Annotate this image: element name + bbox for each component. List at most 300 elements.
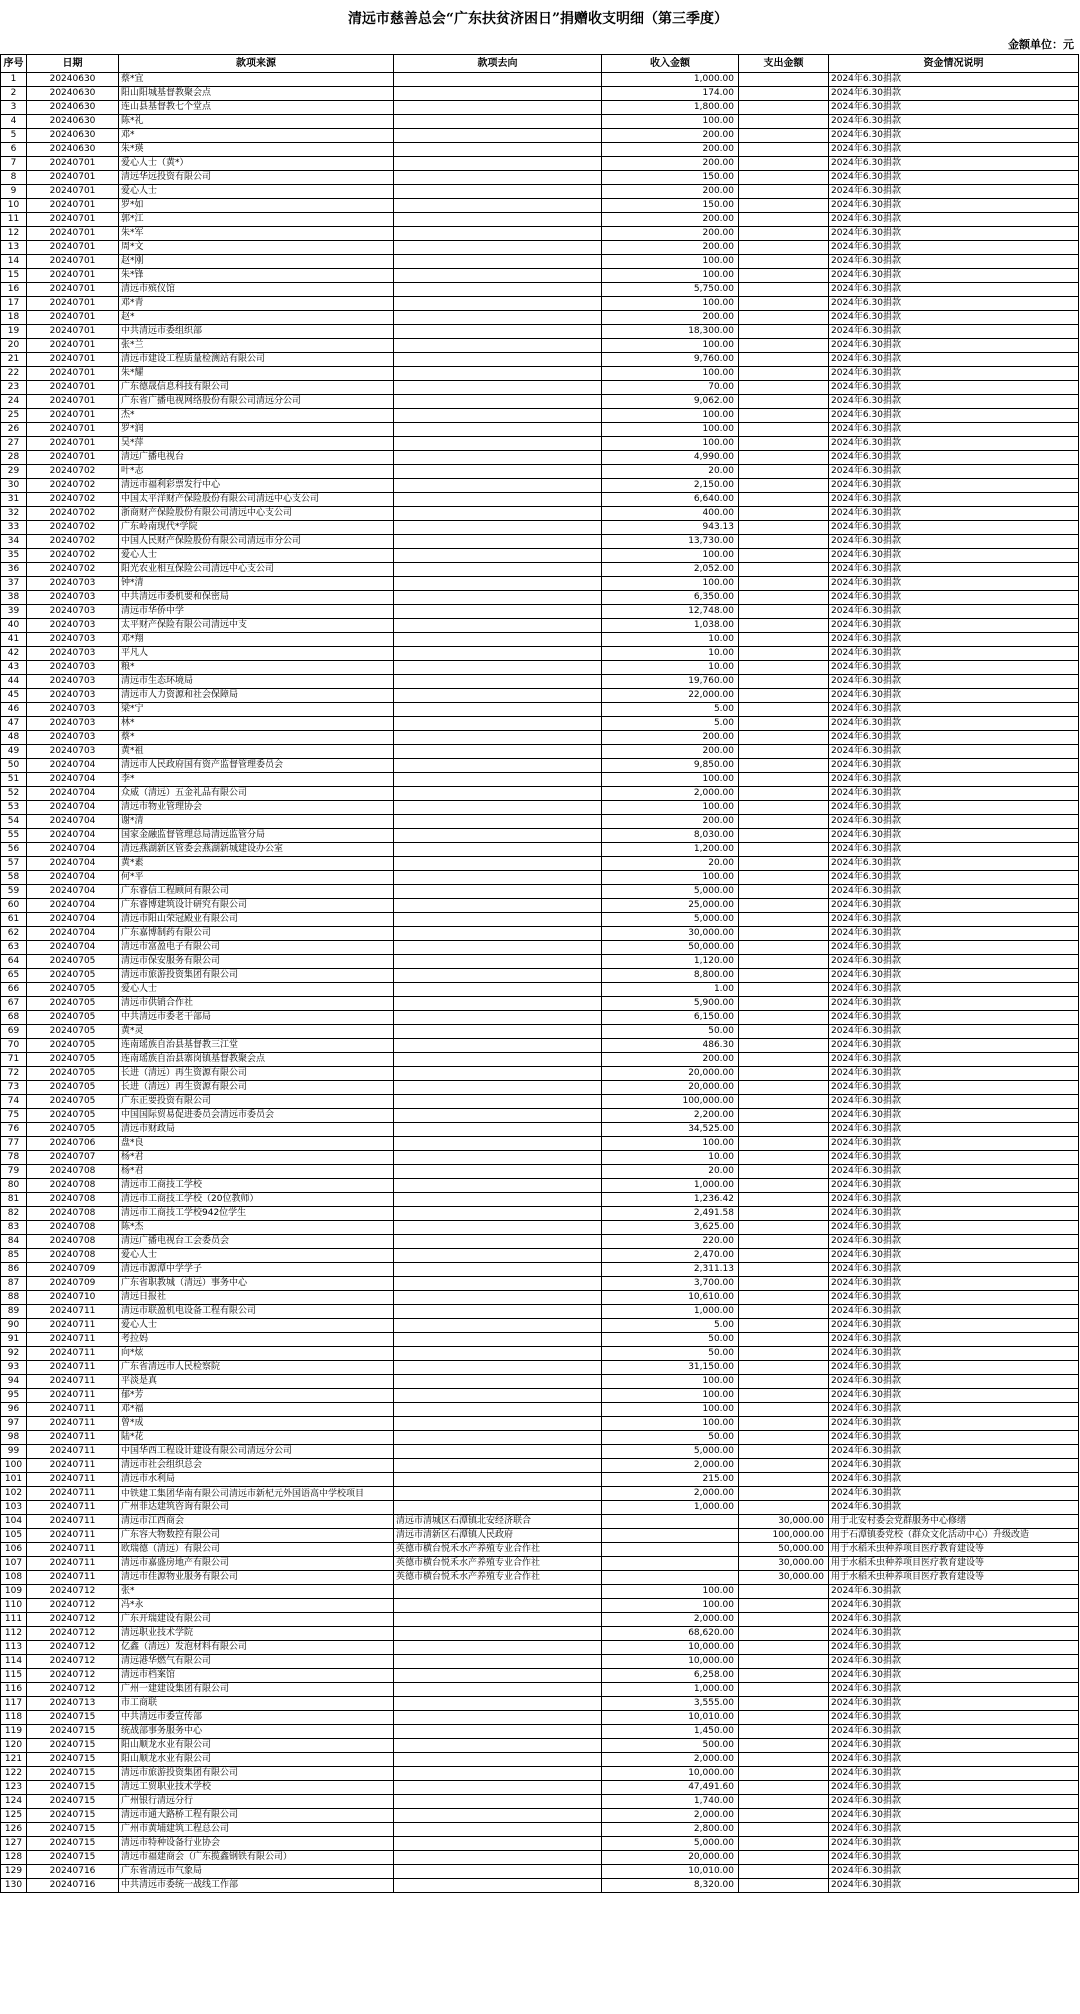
cell-source: 中国太平洋财产保险股份有限公司清远中心支公司: [119, 493, 394, 507]
cell-note: 2024年6.30捐款: [829, 87, 1079, 101]
cell-expense: [739, 157, 829, 171]
cell-source: 向*炫: [119, 1347, 394, 1361]
cell-date: 20240712: [27, 1585, 119, 1599]
cell-destination: 英德市横台悦禾水产养殖专业合作社: [394, 1557, 602, 1571]
cell-destination: [394, 759, 602, 773]
cell-note: 2024年6.30捐款: [829, 479, 1079, 493]
cell-index: 19: [1, 325, 27, 339]
cell-date: 20240711: [27, 1473, 119, 1487]
table-row: [1, 493, 1079, 507]
cell-expense: [739, 1725, 829, 1739]
cell-index: 103: [1, 1501, 27, 1515]
cell-note: 2024年6.30捐款: [829, 381, 1079, 395]
cell-date: 20240705: [27, 1067, 119, 1081]
cell-income: 1,450.00: [602, 1725, 739, 1739]
cell-index: 46: [1, 703, 27, 717]
cell-destination: [394, 1193, 602, 1207]
cell-index: 53: [1, 801, 27, 815]
cell-index: 41: [1, 633, 27, 647]
cell-destination: [394, 1053, 602, 1067]
cell-destination: [394, 283, 602, 297]
cell-expense: [739, 101, 829, 115]
cell-date: 20240703: [27, 605, 119, 619]
cell-note: 2024年6.30捐款: [829, 1431, 1079, 1445]
cell-destination: [394, 731, 602, 745]
cell-date: 20240701: [27, 451, 119, 465]
cell-income: 10.00: [602, 1151, 739, 1165]
cell-date: 20240703: [27, 689, 119, 703]
cell-income: 100.00: [602, 801, 739, 815]
cell-expense: [739, 1319, 829, 1333]
cell-expense: [739, 1403, 829, 1417]
table-row: [1, 1683, 1079, 1697]
cell-date: 20240711: [27, 1459, 119, 1473]
cell-index: 123: [1, 1781, 27, 1795]
cell-date: 20240712: [27, 1613, 119, 1627]
cell-destination: [394, 367, 602, 381]
cell-index: 4: [1, 115, 27, 129]
cell-index: 87: [1, 1277, 27, 1291]
cell-destination: [394, 1277, 602, 1291]
cell-expense: [739, 1291, 829, 1305]
table-row: [1, 941, 1079, 955]
cell-index: 121: [1, 1753, 27, 1767]
cell-note: 2024年6.30捐款: [829, 535, 1079, 549]
table-row: [1, 745, 1079, 759]
cell-expense: [739, 171, 829, 185]
cell-index: 8: [1, 171, 27, 185]
cell-expense: [739, 73, 829, 87]
cell-index: 25: [1, 409, 27, 423]
table-row: [1, 1305, 1079, 1319]
cell-income: 1,120.00: [602, 955, 739, 969]
cell-date: 20240713: [27, 1697, 119, 1711]
cell-note: 2024年6.30捐款: [829, 1389, 1079, 1403]
table-row: [1, 787, 1079, 801]
cell-expense: [739, 661, 829, 675]
cell-income: 100,000.00: [602, 1095, 739, 1109]
cell-date: 20240705: [27, 1081, 119, 1095]
cell-destination: [394, 493, 602, 507]
cell-source: 邓*翔: [119, 633, 394, 647]
table-row: [1, 1375, 1079, 1389]
cell-expense: [739, 507, 829, 521]
cell-note: 2024年6.30捐款: [829, 1753, 1079, 1767]
cell-date: 20240701: [27, 255, 119, 269]
table-row: [1, 549, 1079, 563]
cell-income: 200.00: [602, 311, 739, 325]
cell-source: 清远广播电视台: [119, 451, 394, 465]
cell-note: 2024年6.30捐款: [829, 1123, 1079, 1137]
cell-note: 2024年6.30捐款: [829, 1095, 1079, 1109]
cell-index: 76: [1, 1123, 27, 1137]
cell-expense: [739, 213, 829, 227]
cell-source: 清远市工商技工学校（20位教师）: [119, 1193, 394, 1207]
cell-destination: [394, 927, 602, 941]
cell-date: 20240705: [27, 969, 119, 983]
cell-date: 20240715: [27, 1753, 119, 1767]
cell-income: 5,900.00: [602, 997, 739, 1011]
cell-destination: [394, 703, 602, 717]
cell-income: 1,236.42: [602, 1193, 739, 1207]
cell-income: 100.00: [602, 549, 739, 563]
cell-source: 中共清远市委宣传部: [119, 1711, 394, 1725]
cell-note: 2024年6.30捐款: [829, 1333, 1079, 1347]
cell-destination: [394, 381, 602, 395]
table-row: [1, 1235, 1079, 1249]
cell-date: 20240701: [27, 185, 119, 199]
cell-note: 2024年6.30捐款: [829, 1291, 1079, 1305]
cell-date: 20240702: [27, 507, 119, 521]
cell-destination: [394, 843, 602, 857]
cell-income: 19,760.00: [602, 675, 739, 689]
cell-date: 20240701: [27, 283, 119, 297]
cell-date: 20240704: [27, 759, 119, 773]
cell-destination: [394, 997, 602, 1011]
cell-source: 平凡人: [119, 647, 394, 661]
cell-income: 200.00: [602, 227, 739, 241]
cell-date: 20240703: [27, 647, 119, 661]
cell-date: 20240704: [27, 843, 119, 857]
cell-index: 93: [1, 1361, 27, 1375]
cell-expense: [739, 759, 829, 773]
cell-note: 2024年6.30捐款: [829, 171, 1079, 185]
cell-note: 2024年6.30捐款: [829, 997, 1079, 1011]
table-row: [1, 1669, 1079, 1683]
cell-destination: [394, 507, 602, 521]
cell-expense: [739, 1165, 829, 1179]
cell-destination: [394, 325, 602, 339]
cell-expense: [739, 1179, 829, 1193]
cell-index: 73: [1, 1081, 27, 1095]
cell-index: 63: [1, 941, 27, 955]
cell-destination: [394, 269, 602, 283]
table-row: [1, 1193, 1079, 1207]
cell-date: 20240704: [27, 815, 119, 829]
cell-note: 2024年6.30捐款: [829, 647, 1079, 661]
cell-date: 20240701: [27, 339, 119, 353]
cell-note: 2024年6.30捐款: [829, 885, 1079, 899]
cell-source: 广东正要投资有限公司: [119, 1095, 394, 1109]
cell-income: 20.00: [602, 1165, 739, 1179]
cell-note: 2024年6.30捐款: [829, 297, 1079, 311]
cell-index: 16: [1, 283, 27, 297]
cell-index: 104: [1, 1515, 27, 1529]
cell-note: 2024年6.30捐款: [829, 395, 1079, 409]
table-row: [1, 1571, 1079, 1585]
cell-income: 1,038.00: [602, 619, 739, 633]
cell-destination: [394, 1795, 602, 1809]
table-row: [1, 1431, 1079, 1445]
cell-destination: [394, 1865, 602, 1879]
cell-note: 2024年6.30捐款: [829, 1207, 1079, 1221]
cell-income: 100.00: [602, 409, 739, 423]
table-row: [1, 871, 1079, 885]
cell-date: 20240701: [27, 325, 119, 339]
cell-index: 88: [1, 1291, 27, 1305]
cell-income: 13,730.00: [602, 535, 739, 549]
table-row: [1, 339, 1079, 353]
cell-source: 清远市佳源物业服务有限公司: [119, 1571, 394, 1585]
cell-income: [602, 1529, 739, 1543]
cell-income: 220.00: [602, 1235, 739, 1249]
cell-income: 100.00: [602, 1389, 739, 1403]
cell-expense: [739, 773, 829, 787]
cell-source: 梁*宁: [119, 703, 394, 717]
cell-destination: [394, 87, 602, 101]
cell-date: 20240708: [27, 1221, 119, 1235]
cell-destination: [394, 255, 602, 269]
table-row: [1, 1795, 1079, 1809]
cell-source: 郭*江: [119, 213, 394, 227]
cell-income: 100.00: [602, 367, 739, 381]
cell-income: 5.00: [602, 1319, 739, 1333]
cell-note: 2024年6.30捐款: [829, 577, 1079, 591]
cell-expense: [739, 857, 829, 871]
cell-note: 2024年6.30捐款: [829, 367, 1079, 381]
cell-note: 2024年6.30捐款: [829, 633, 1079, 647]
cell-destination: 清远市清城区石潭镇北安经济联合: [394, 1515, 602, 1529]
cell-index: 59: [1, 885, 27, 899]
cell-expense: [739, 801, 829, 815]
cell-source: 李*: [119, 773, 394, 787]
cell-note: 2024年6.30捐款: [829, 843, 1079, 857]
table-row: [1, 171, 1079, 185]
cell-source: 爱心人士: [119, 549, 394, 563]
cell-income: [602, 1543, 739, 1557]
table-row: [1, 521, 1079, 535]
cell-source: 广东容大物数控有限公司: [119, 1529, 394, 1543]
cell-index: 74: [1, 1095, 27, 1109]
cell-note: 2024年6.30捐款: [829, 521, 1079, 535]
cell-note: 2024年6.30捐款: [829, 1781, 1079, 1795]
cell-note: 2024年6.30捐款: [829, 1795, 1079, 1809]
cell-date: 20240701: [27, 199, 119, 213]
cell-date: 20240708: [27, 1207, 119, 1221]
table-row: [1, 1263, 1079, 1277]
table-row: [1, 1599, 1079, 1613]
cell-date: 20240704: [27, 913, 119, 927]
cell-date: 20240705: [27, 983, 119, 997]
cell-note: 2024年6.30捐款: [829, 1025, 1079, 1039]
cell-destination: [394, 1767, 602, 1781]
cell-note: 2024年6.30捐款: [829, 493, 1079, 507]
header-note: 资金情况说明: [829, 55, 1079, 73]
cell-date: 20240705: [27, 1123, 119, 1137]
table-row: [1, 675, 1079, 689]
table-row: [1, 1221, 1079, 1235]
cell-source: 爱心人士（黄*）: [119, 157, 394, 171]
cell-source: 广东睿博建筑设计研究有限公司: [119, 899, 394, 913]
cell-date: 20240704: [27, 787, 119, 801]
table-row: [1, 1319, 1079, 1333]
cell-index: 99: [1, 1445, 27, 1459]
cell-date: 20240702: [27, 521, 119, 535]
cell-note: 2024年6.30捐款: [829, 1179, 1079, 1193]
cell-destination: [394, 983, 602, 997]
cell-income: 100.00: [602, 1137, 739, 1151]
cell-note: 2024年6.30捐款: [829, 1809, 1079, 1823]
cell-income: 50,000.00: [602, 941, 739, 955]
cell-note: 2024年6.30捐款: [829, 829, 1079, 843]
cell-expense: [739, 1473, 829, 1487]
cell-income: 2,470.00: [602, 1249, 739, 1263]
cell-date: 20240711: [27, 1557, 119, 1571]
cell-destination: [394, 297, 602, 311]
cell-date: 20240630: [27, 115, 119, 129]
cell-expense: [739, 815, 829, 829]
cell-expense: [739, 1683, 829, 1697]
cell-source: 广东德晟信息科技有限公司: [119, 381, 394, 395]
table-row: [1, 927, 1079, 941]
cell-date: 20240706: [27, 1137, 119, 1151]
cell-expense: [739, 129, 829, 143]
cell-date: 20240630: [27, 73, 119, 87]
cell-index: 33: [1, 521, 27, 535]
cell-source: 众威（清远）五金礼品有限公司: [119, 787, 394, 801]
cell-index: 96: [1, 1403, 27, 1417]
cell-source: 清远燕湖新区管委会燕湖新城建设办公室: [119, 843, 394, 857]
cell-source: 黄*灵: [119, 1025, 394, 1039]
cell-destination: [394, 941, 602, 955]
cell-note: 2024年6.30捐款: [829, 913, 1079, 927]
table-row: [1, 199, 1079, 213]
cell-note: 2024年6.30捐款: [829, 465, 1079, 479]
page-title: 清远市慈善总会“广东扶贫济困日”捐赠收支明细（第三季度）: [347, 11, 729, 27]
cell-index: 116: [1, 1683, 27, 1697]
cell-income: 10.00: [602, 661, 739, 675]
cell-expense: [739, 969, 829, 983]
cell-income: 8,800.00: [602, 969, 739, 983]
cell-index: 67: [1, 997, 27, 1011]
cell-income: 5,750.00: [602, 283, 739, 297]
cell-expense: [739, 717, 829, 731]
cell-index: 31: [1, 493, 27, 507]
cell-income: 6,640.00: [602, 493, 739, 507]
cell-date: 20240708: [27, 1165, 119, 1179]
cell-destination: [394, 311, 602, 325]
cell-destination: [394, 1165, 602, 1179]
table-row: [1, 1207, 1079, 1221]
cell-income: 100.00: [602, 1599, 739, 1613]
cell-note: 2024年6.30捐款: [829, 1655, 1079, 1669]
cell-index: 42: [1, 647, 27, 661]
cell-index: 7: [1, 157, 27, 171]
cell-source: 钟*清: [119, 577, 394, 591]
cell-income: 2,311.13: [602, 1263, 739, 1277]
cell-destination: [394, 479, 602, 493]
cell-date: 20240715: [27, 1767, 119, 1781]
cell-source: 中铁建工集团华南有限公司清远市新杞元外国语高中学校项目: [119, 1487, 394, 1501]
table-row: [1, 1767, 1079, 1781]
table-row: [1, 577, 1079, 591]
cell-index: 130: [1, 1879, 27, 1893]
cell-expense: [739, 1025, 829, 1039]
cell-date: 20240715: [27, 1725, 119, 1739]
cell-destination: [394, 1095, 602, 1109]
cell-note: 2024年6.30捐款: [829, 1683, 1079, 1697]
cell-destination: 英德市横台悦禾水产养殖专业合作社: [394, 1543, 602, 1557]
cell-index: 65: [1, 969, 27, 983]
cell-source: 罗*如: [119, 199, 394, 213]
cell-income: 150.00: [602, 171, 739, 185]
cell-date: 20240703: [27, 591, 119, 605]
cell-expense: [739, 1333, 829, 1347]
table-row: [1, 1655, 1079, 1669]
cell-income: 9,062.00: [602, 395, 739, 409]
cell-note: 2024年6.30捐款: [829, 1277, 1079, 1291]
table-row: [1, 913, 1079, 927]
table-row: [1, 619, 1079, 633]
cell-destination: [394, 745, 602, 759]
cell-note: 2024年6.30捐款: [829, 969, 1079, 983]
cell-destination: [394, 171, 602, 185]
cell-income: 100.00: [602, 871, 739, 885]
cell-date: 20240702: [27, 465, 119, 479]
cell-note: 2024年6.30捐款: [829, 1823, 1079, 1837]
cell-index: 115: [1, 1669, 27, 1683]
cell-index: 119: [1, 1725, 27, 1739]
cell-income: 12,748.00: [602, 605, 739, 619]
cell-date: 20240705: [27, 1109, 119, 1123]
cell-date: 20240701: [27, 227, 119, 241]
cell-index: 38: [1, 591, 27, 605]
table-row: [1, 381, 1079, 395]
cell-date: 20240711: [27, 1347, 119, 1361]
cell-index: 52: [1, 787, 27, 801]
cell-destination: [394, 549, 602, 563]
cell-income: 1,800.00: [602, 101, 739, 115]
cell-expense: [739, 1011, 829, 1025]
cell-expense: 100,000.00: [739, 1529, 829, 1543]
table-row: [1, 101, 1079, 115]
cell-source: 清远市人力资源和社会保障局: [119, 689, 394, 703]
cell-income: 20,000.00: [602, 1081, 739, 1095]
cell-date: 20240703: [27, 619, 119, 633]
cell-note: 用于水稻禾虫种养项目医疗教育建设等: [829, 1543, 1079, 1557]
cell-index: 9: [1, 185, 27, 199]
cell-source: 广州菲达建筑咨询有限公司: [119, 1501, 394, 1515]
cell-expense: [739, 437, 829, 451]
cell-destination: [394, 1067, 602, 1081]
cell-income: 70.00: [602, 381, 739, 395]
table-row: [1, 731, 1079, 745]
cell-destination: [394, 563, 602, 577]
cell-source: 叶*志: [119, 465, 394, 479]
cell-destination: [394, 829, 602, 843]
cell-income: 1,000.00: [602, 73, 739, 87]
cell-income: 31,150.00: [602, 1361, 739, 1375]
table-row: [1, 1179, 1079, 1193]
cell-income: 2,800.00: [602, 1823, 739, 1837]
cell-note: 2024年6.30捐款: [829, 1249, 1079, 1263]
cell-expense: [739, 1095, 829, 1109]
cell-index: 82: [1, 1207, 27, 1221]
cell-destination: [394, 1753, 602, 1767]
table-row: [1, 1081, 1079, 1095]
cell-note: 2024年6.30捐款: [829, 143, 1079, 157]
donation-table: [0, 54, 1079, 1893]
cell-expense: [739, 1655, 829, 1669]
cell-note: 2024年6.30捐款: [829, 1067, 1079, 1081]
cell-destination: [394, 1151, 602, 1165]
table-row: [1, 1753, 1079, 1767]
cell-source: 清远市社会组织总会: [119, 1459, 394, 1473]
cell-destination: [394, 1347, 602, 1361]
cell-destination: [394, 185, 602, 199]
cell-date: 20240703: [27, 703, 119, 717]
cell-note: 2024年6.30捐款: [829, 1487, 1079, 1501]
